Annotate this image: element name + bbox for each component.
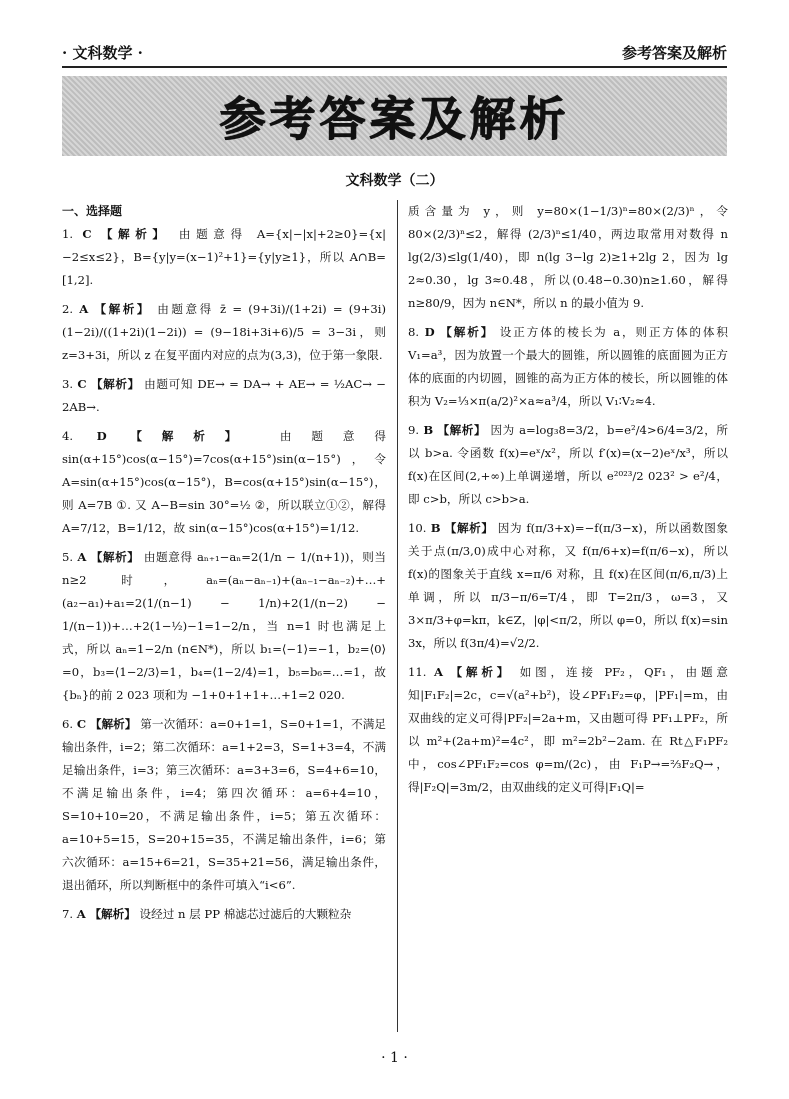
answer-tag: 【解析】 — [450, 665, 513, 679]
answer-tag: 【解析】 — [89, 717, 137, 731]
answer-number: 11. — [408, 665, 427, 679]
answer-text: 由题意得 z̄ = (9+3i)/(1+2i) = (9+3i)(1−2i)/((1+2i)(1−2i)) = (9−18i+3i+6)/5 = 3−3i，则 z=3+3i，所以 z 在复平面内对应的点为(3,3)，位于第一象限. — [62, 302, 387, 362]
answer-tag: 【解析】 — [437, 423, 487, 437]
answer-item — [62, 903, 386, 926]
answer-item — [62, 546, 386, 707]
left-answer-list — [62, 223, 386, 926]
answer-number: 4. — [62, 429, 74, 443]
left-column — [62, 200, 386, 926]
header-left: · 文科数学 · — [62, 44, 143, 62]
answer-number: 3. — [62, 377, 74, 391]
answer-number: 5. — [62, 550, 74, 564]
answer-choice: D — [96, 429, 107, 443]
answer-number: 9. — [408, 423, 420, 437]
banner-title: 参考答案及解析 — [219, 92, 570, 146]
answer-item — [62, 298, 386, 367]
page-header — [62, 40, 727, 68]
answer-tag: 【解析】 — [90, 550, 140, 564]
answer-choice: C — [82, 227, 92, 241]
answer-number: 8. — [408, 325, 420, 339]
answer-number: 10. — [408, 521, 427, 535]
answer-number: 6. — [62, 717, 74, 731]
answer-text: 因为 f(π/3+x)=−f(π/3−x)，所以函数图象关于点(π/3,0)成中心对称，又 f(π/6+x)=f(π/6−x)，所以 f(x)的图象关于直线 x=π/6 对称，且 f(x)在区间(π/6,π/3)上单调，所以 π/3−π/6=T/4，即 T=2π/3，ω=3，又 3×π/3+φ=kπ，k∈Z，|φ|<π/2，所以 φ=0，所以 f(x)=sin 3x，所以 f(3π/4)=√2/2. — [408, 521, 728, 650]
answer-item — [408, 321, 728, 413]
answer-choice: A — [79, 302, 89, 316]
right-column — [408, 200, 728, 799]
column-divider — [397, 200, 398, 1032]
answer-item — [62, 713, 386, 897]
answer-text: 由题意得 A={x|−|x|+2≥0}={x|−2≤x≤2}，B={y|y=(x−1)²+1}={y|y≥1}，所以 A∩B=[1,2]. — [62, 227, 386, 287]
answer-text: 质含量为 y，则 y=80×(1−1/3)ⁿ=80×(2/3)ⁿ，令 80×(2/3)ⁿ≤2，解得 (2/3)ⁿ≤1/40，两边取常用对数得 n lg(2/3)≤lg(1/40)，即 n(lg 3−lg 2)≥1+2lg 2，因为 lg 2≈0.30，lg 3≈0.48，所以(0.48−0.30)n≥1.60，解得 n≥80/9，因为 n∈N*，所以 n 的最小值为 9. — [408, 204, 728, 310]
right-answer-list — [408, 200, 728, 799]
answer-choice: D — [424, 325, 435, 339]
answer-item — [408, 419, 728, 511]
answer-choice: B — [423, 423, 434, 437]
answer-choice: A — [76, 907, 86, 921]
header-right: 参考答案及解析 — [621, 44, 727, 62]
answer-item — [62, 223, 386, 292]
answer-choice: A — [433, 665, 443, 679]
answer-item — [408, 661, 728, 799]
title-banner — [62, 76, 727, 156]
answer-choice: C — [77, 377, 87, 391]
answer-choice: B — [430, 521, 441, 535]
answer-text: 由题意得 aₙ₊₁−aₙ=2(1/n − 1/(n+1))，则当 n≥2 时，aₙ=(aₙ−aₙ₋₁)+(aₙ₋₁−aₙ₋₂)+…+(a₂−a₁)+a₁=2(1/(n−1) − 1/n)+2(1/(n−2) − 1/(n−1))+…+2(1−½)−1=1−2/n，当 n=1 时也满足上式，所以 aₙ=1−2/n (n∈N*)，所以 b₁=⟨−1⟩=−1，b₂=⟨0⟩=0，b₃=⟨1−2/3⟩=1，b₄=⟨1−2/4⟩=1，b₅=b₆=…=1，故{bₙ}的前 2 023 项和为 −1+0+1+1+…+1=2 020. — [62, 550, 387, 702]
answer-item — [62, 373, 386, 419]
section-heading: 一、选择题 — [62, 204, 123, 218]
answer-tag: 【解析】 — [440, 325, 495, 339]
subtitle: 文科数学（二） — [345, 173, 444, 189]
answer-tag: 【解析】 — [130, 429, 257, 443]
page-number: · 1 · — [381, 1050, 408, 1066]
answer-tag: 【解析】 — [444, 521, 494, 535]
answer-text: 设经过 n 层 PP 棉滤芯过滤后的大颗粒杂 — [139, 907, 352, 921]
answer-tag: 【解析】 — [90, 377, 140, 391]
answer-text: 第一次循环：a=0+1=1，S=0+1=1，不满足输出条件，i=2；第二次循环：a=1+2=3，S=1+3=4，不满足输出条件，i=3；第三次循环：a=3+3=6，S=4+6=10，不满足输出条件，i=4；第四次循环：a=6+4=10，S=10+10=20，不满足输出条件，i=5；第五次循环：a=10+5=15，S=20+15=35，不满足输出条件，i=6；第六次循环：a=15+6=21，S=35+21=56，满足输出条件，退出循环，所以判断框中的条件可填入“i<6”. — [62, 717, 387, 892]
answer-text: 设正方体的棱长为 a，则正方体的体积 V₁=a³，因为放置一个最大的圆锥，所以圆锥的底面圆为正方体的底面的内切圆，圆锥的高为正方体的棱长，所以圆锥的体积为 V₂=⅓×π(a/2)²×a≈a³/4，所以 V₁∶V₂≈4. — [408, 325, 728, 408]
answer-number: 7. — [62, 907, 74, 921]
answer-text: 由题可知 DE→ = DA→ + AE→ = ½AC→ − 2AB→. — [62, 377, 387, 414]
answer-item — [408, 517, 728, 655]
answer-number: 2. — [62, 302, 74, 316]
answer-number: 1. — [62, 227, 74, 241]
answer-choice: C — [76, 717, 87, 731]
answer-tag: 【解析】 — [94, 302, 152, 316]
answer-text: 如图，连接 PF₂，QF₁，由题意知|F₁F₂|=2c，c=√(a²+b²)，设∠PF₁F₂=φ，|PF₁|=m，由双曲线的定义可得|PF₂|=2a+m，又由题可得 PF₁⊥PF₂，所以 m²+(2a+m)²=4c²，即 m²=2b²−2am. 在 Rt△F₁PF₂ 中，cos∠PF₁F₂=cos φ=m/(2c)，由 F₁P→=⅔F₂Q→，得|F₂Q|=3m/2，由双曲线的定义可得|F₁Q|= — [408, 665, 728, 794]
answer-item — [62, 425, 386, 540]
answer-tag: 【解析】 — [100, 227, 170, 241]
answer-item — [408, 200, 728, 315]
answer-text: 因为 a=log₃8=3/2，b=e²/4>6/4=3/2，所以 b>a. 令函数 f(x)=eˣ/x²，所以 f′(x)=(x−2)eˣ/x³，所以 f(x)在区间(2,+∞)上单调递增，所以 e²⁰²³/2 023² > e²/4，即 c>b，所以 c>b>a. — [408, 423, 729, 506]
answer-tag: 【解析】 — [89, 907, 136, 921]
answer-choice: A — [77, 550, 87, 564]
answer-text: 由题意得 sin(α+15°)cos(α−15°)=7cos(α+15°)sin(α−15°)，令 A=sin(α+15°)cos(α−15°)，B=cos(α+15°)sin(α−15°)，则 A=7B ①. 又 A−B=sin 30°=½ ②，所以联立①②，解得 A=7/12，B=1/12，故 sin(α−15°)cos(α+15°)=1/12. — [62, 429, 386, 535]
